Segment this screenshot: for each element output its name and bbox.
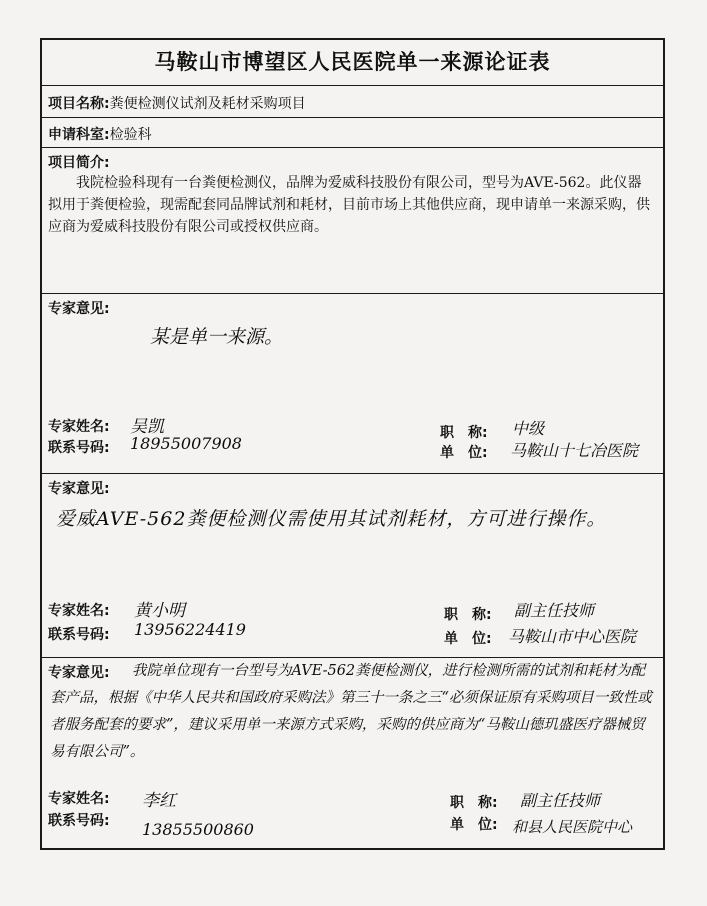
expert-3-opinion-label: 专家意见:	[48, 665, 110, 681]
expert-3-phone: 13855500860	[142, 820, 254, 839]
expert-3-unit: 和县人民医院中心	[512, 818, 633, 836]
expert-3-title: 副主任技师	[520, 791, 601, 810]
intro-text: 我院检验科现有一台粪便检测仪，品牌为爱威科技股份有限公司，型号为AVE-562。此仪器拟用于粪便检验，现需配套同品牌试剂和耗材，目前市场上其他供应商，现申请单一来源采购，供应商为爱威科技股份有限公司或授权供应商。	[48, 175, 650, 235]
intro-label: 项目简介:	[48, 155, 110, 171]
expert-3-title-label: 职 称:	[450, 795, 498, 811]
expert-2-name-label: 专家姓名:	[48, 603, 110, 619]
expert-1-title: 中级	[512, 419, 545, 438]
project-field	[48, 93, 306, 113]
expert-2-section	[42, 474, 663, 658]
expert-1-phone: 18955007908	[130, 434, 242, 453]
expert-1-name: 吴凯	[130, 417, 164, 437]
expert-1-phone-label: 联系号码:	[48, 440, 110, 456]
expert-2-title-label: 职 称:	[444, 607, 492, 623]
project-label: 项目名称:	[48, 96, 110, 112]
expert-2-phone: 13956224419	[134, 620, 246, 639]
expert-2-phone-label: 联系号码:	[48, 627, 110, 643]
expert-1-opinion-label: 专家意见:	[48, 301, 110, 317]
expert-3-name: 李红	[142, 791, 176, 811]
department-field	[48, 124, 152, 144]
intro-row	[42, 148, 663, 294]
project-value: 粪便检测仪试剂及耗材采购项目	[109, 96, 306, 112]
expert-3-name-label: 专家姓名:	[48, 791, 110, 807]
expert-3-unit-label: 单 位:	[450, 817, 498, 833]
project-row	[42, 86, 663, 118]
department-value: 检验科	[109, 127, 152, 143]
expert-1-opinion: 某是单一来源。	[150, 326, 284, 348]
expert-2-title: 副主任技师	[514, 601, 595, 620]
expert-3-phone-label: 联系号码:	[48, 813, 110, 829]
department-label: 申请科室:	[48, 127, 110, 143]
expert-3-section	[42, 658, 663, 850]
expert-2-name: 黄小明	[134, 601, 185, 621]
expert-1-section	[42, 294, 663, 474]
expert-3-opinion: 我院单位现有一台型号为AVE-562粪便检测仪，进行检测所需的试剂和耗材为配套产品，根据《中华人民共和国政府采购法》第三十一条之三“必须保证原有采购项目一致性或者服务配套的要求”，建议采用单一来源方式采购，采购的供应商为“马鞍山德玑盛医疗器械贸易有限公司”。	[50, 663, 652, 760]
expert-1-unit: 马鞍山十七冶医院	[510, 441, 639, 460]
expert-2-unit-label: 单 位:	[444, 631, 492, 647]
expert-1-title-label: 职 称:	[440, 425, 488, 441]
argument-form	[40, 38, 665, 850]
title-row	[42, 40, 663, 86]
expert-1-unit-label: 单 位:	[440, 445, 488, 461]
form-title: 马鞍山市博望区人民医院单一来源论证表	[154, 50, 551, 74]
department-row	[42, 118, 663, 148]
expert-1-name-label: 专家姓名:	[48, 419, 110, 435]
expert-2-opinion-label: 专家意见:	[48, 481, 110, 497]
expert-2-opinion: 爱威AVE-562粪便检测仪需使用其试剂耗材，方可进行操作。	[56, 508, 607, 530]
expert-2-unit: 马鞍山市中心医院	[508, 627, 637, 646]
